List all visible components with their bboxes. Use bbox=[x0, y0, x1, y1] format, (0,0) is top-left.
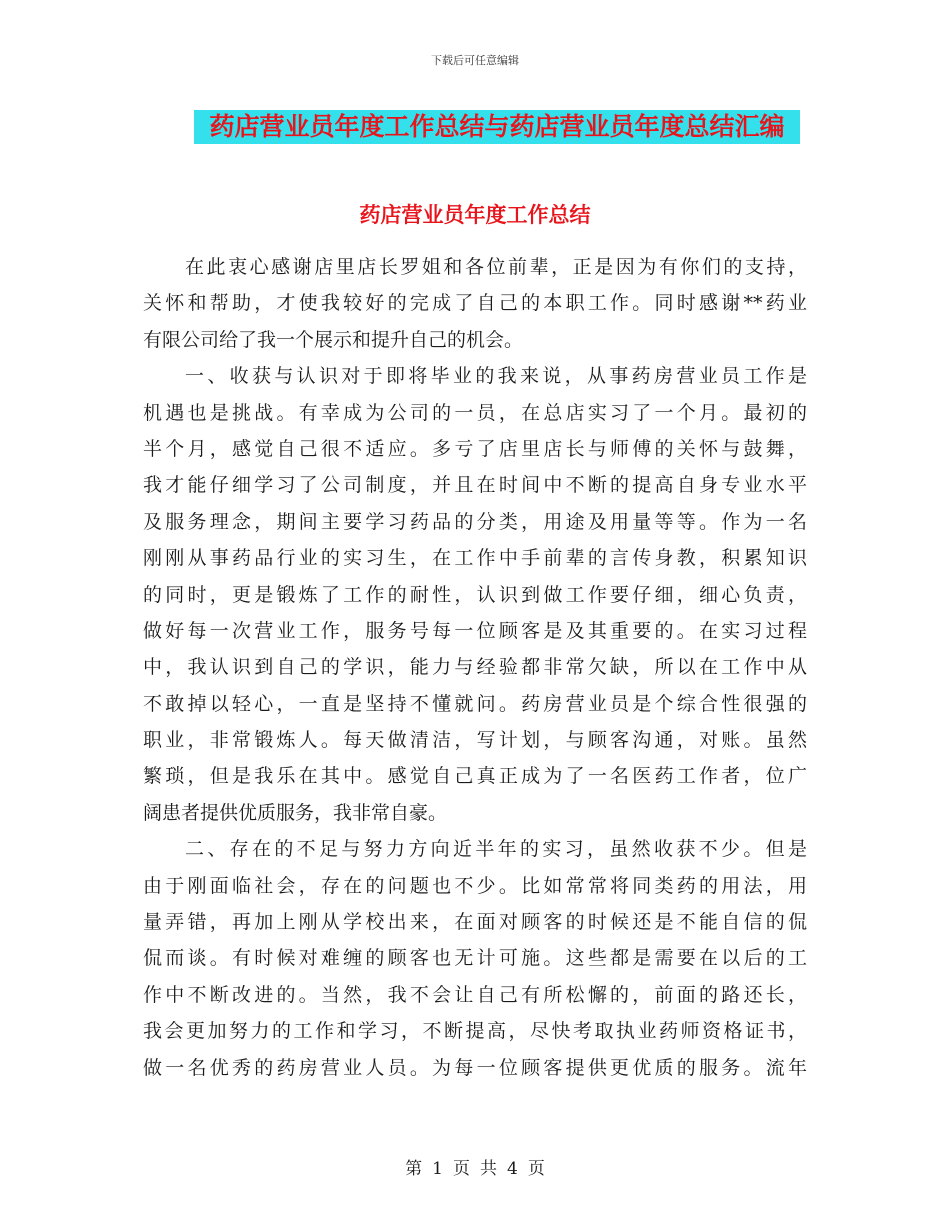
document-body bbox=[143, 249, 807, 1086]
paragraph-line: 阔患者提供优质服务，我非常自豪。 bbox=[143, 801, 448, 824]
paragraph-line: 一、收获与认识对于即将毕业的我来说，从事药房营业员工作是 bbox=[185, 365, 807, 388]
paragraph-line: 在此衷心感谢店里店长罗姐和各位前辈，正是因为有你们的支持， bbox=[185, 256, 807, 278]
paragraph-line: 量弄错，再加上刚从学校出来，在面对顾客的时候还是不能自信的侃 bbox=[143, 911, 807, 934]
paragraph-line: 及服务理念，期间主要学习药品的分类，用途及用量等等。作为一名 bbox=[143, 510, 807, 533]
paragraph-line: 二、存在的不足与努力方向近半年的实习，虽然收获不少。但是 bbox=[185, 838, 807, 861]
paragraph-line: 作中不断改进的。当然，我不会让自己有所松懈的，前面的路还长， bbox=[143, 983, 807, 1006]
paragraph-line: 有限公司给了我一个展示和提升自己的机会。 bbox=[143, 328, 524, 351]
paragraph-line: 繁琐，但是我乐在其中。感觉自己真正成为了一名医药工作者，位广 bbox=[143, 765, 807, 788]
header-note: 下载后可任意编辑 bbox=[431, 54, 519, 67]
footer-suffix: 页 bbox=[527, 1159, 545, 1179]
paragraph-line: 侃而谈。有时候对难缠的顾客也无计可施。这些都是需要在以后的工 bbox=[143, 947, 807, 970]
paragraph-line: 职业，非常锻炼人。每天做清洁，写计划，与顾客沟通，对账。虽然 bbox=[143, 729, 807, 752]
paragraph-line: 关怀和帮助，才使我较好的完成了自己的本职工作。同时感谢**药业 bbox=[143, 292, 807, 315]
paragraph-line: 半个月，感觉自己很不适应。多亏了店里店长与师傅的关怀与鼓舞， bbox=[143, 437, 807, 460]
paragraph-line: 机遇也是挑战。有幸成为公司的一员，在总店实习了一个月。最初的 bbox=[143, 401, 807, 424]
paragraph-line: 中，我认识到自己的学识，能力与经验都非常欠缺，所以在工作中从 bbox=[143, 656, 807, 679]
footer-total-pages: 4 bbox=[507, 1159, 518, 1179]
paragraph-line: 不敢掉以轻心，一直是坚持不懂就问。药房营业员是个综合性很强的 bbox=[143, 692, 807, 715]
paragraph-line: 我才能仔细学习了公司制度，并且在时间中不断的提高自身专业水平 bbox=[143, 474, 807, 497]
paragraph-line: 由于刚面临社会，存在的问题也不少。比如常常将同类药的用法，用 bbox=[143, 874, 807, 897]
section-title: 药店营业员年度工作总结 bbox=[359, 203, 591, 227]
footer-middle: 页 bbox=[453, 1159, 470, 1179]
paragraph-line: 做一名优秀的药房营业人员。为每一位顾客提供更优质的服务。流年 bbox=[143, 1056, 807, 1079]
page-footer bbox=[0, 1154, 950, 1179]
footer-page-number: 1 bbox=[432, 1159, 443, 1179]
document-main-title: 药店营业员年度工作总结与药店营业员年度总结汇编 bbox=[194, 110, 800, 144]
paragraph-line: 的同时，更是锻炼了工作的耐性，认识到做工作要仔细，细心负责， bbox=[143, 583, 807, 606]
paragraph-line: 刚刚从事药品行业的实习生，在工作中手前辈的言传身教，积累知识 bbox=[143, 547, 807, 570]
footer-prefix: 第 bbox=[405, 1159, 423, 1179]
footer-total-prefix: 共 bbox=[480, 1159, 497, 1179]
paragraph-line: 我会更加努力的工作和学习，不断提高，尽快考取执业药师资格证书， bbox=[143, 1020, 807, 1043]
paragraph-line: 做好每一次营业工作，服务号每一位顾客是及其重要的。在实习过程 bbox=[143, 619, 807, 642]
